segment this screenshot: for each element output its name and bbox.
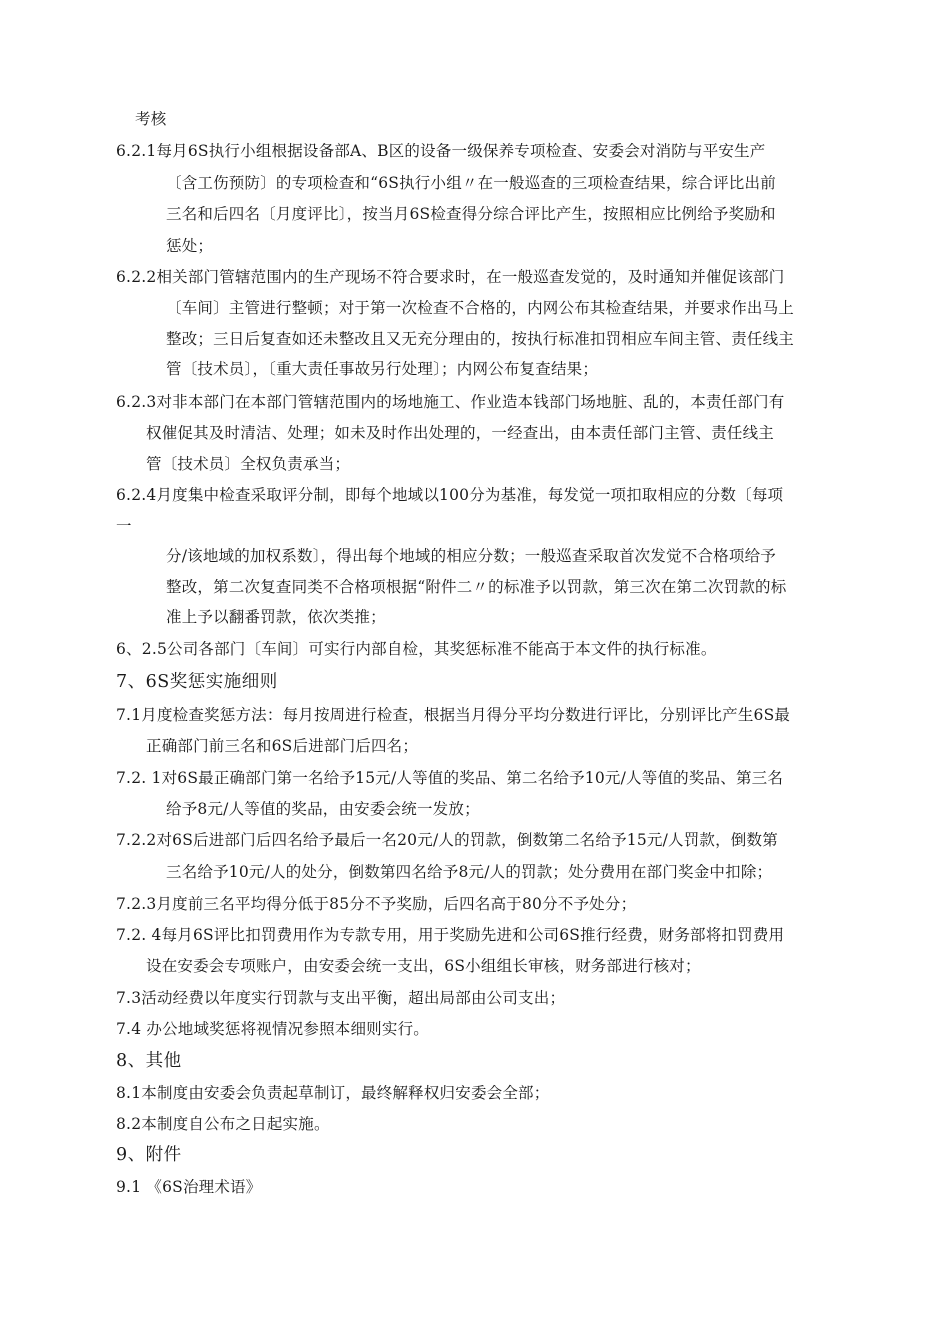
clause-8-1: 8.1本制度由安委会负责起草制订，最终解释权归安委会全部； — [116, 1084, 550, 1102]
clause-8-2: 8.2本制度自公布之日起实施。 — [116, 1115, 330, 1133]
clause-7-1-line-1: 7.1月度检查奖惩方法：每月按周进行检查，根据当月得分平均分数进行评比，分别评比产生6S最 — [116, 706, 791, 724]
section-8-heading: 8、其他 — [116, 1051, 182, 1071]
clause-6-2-1-line-2: 〔含工伤预防〕的专项检查和“6S执行小组〃在一般巡查的三项检查结果，综合评比出前 — [166, 174, 776, 192]
clause-6-2-3-line-1: 6.2.3对非本部门在本部门管辖范围内的场地施工、作业造本钱部门场地脏、乱的，本责任部门有 — [116, 393, 785, 411]
clause-7-2-4-line-1: 7.2. 4每月6S评比扣罚费用作为专款专用，用于奖励先进和公司6S推行经费，财务部将扣罚费用 — [116, 926, 785, 944]
clause-6-2-2-line-2: 〔车间〕主管进行整顿；对于第一次检查不合格的，内网公布其检查结果，并要求作出马上 — [166, 299, 795, 317]
clause-7-1-line-2: 正确部门前三名和6S后进部门后四名； — [146, 737, 419, 755]
clause-6-2-1-line-1: 6.2.1每月6S执行小组根据设备部A、B区的设备一级保养专项检查、安委会对消防与平安生产 — [116, 142, 766, 160]
clause-6-2-3-line-3: 管〔技术员〕全权负责承当； — [146, 455, 351, 473]
clause-7-2-3: 7.2.3月度前三名平均得分低于85分不予奖励，后四名高于80分不予处分； — [116, 895, 637, 913]
clause-6-2-4-line-3: 分/该地域的加权系数〕，得出每个地域的相应分数；一般巡查采取首次发觉不合格项给予 — [166, 547, 776, 565]
clause-7-2-2-line-1: 7.2.2对6S后进部门后四名给予最后一名20元/人的罚款，倒数第二名给予15元/人罚款，倒数第 — [116, 831, 778, 849]
clause-6-2-3-line-2: 权催促其及时清洁、处理；如未及时作出处理的，一经查出，由本责任部门主管、责任线主 — [146, 424, 775, 442]
section-7-heading: 7、6S奖惩实施细则 — [116, 672, 278, 692]
clause-7-2-1-line-2: 给予8元/人等值的奖品，由安委会统一发放； — [166, 800, 480, 818]
clause-7-2-1-line-1: 7.2. 1对6S最正确部门第一名给予15元/人等值的奖品、第二名给予10元/人等值的奖品、第三名 — [116, 769, 784, 787]
clause-6-2-5: 6、2.5公司各部门〔车间〕可实行内部自检，其奖惩标准不能高于本文件的执行标准。 — [116, 640, 717, 658]
clause-6-2-4-line-1: 6.2.4月度集中检查采取评分制，即每个地域以100分为基准，每发觉一项扣取相应的分数〔每项 — [116, 486, 784, 504]
top-label: 考核 — [135, 110, 167, 128]
clause-6-2-2-line-4: 管〔技术员〕，〔重大责任事故另行处理〕；内网公布复查结果； — [166, 360, 599, 378]
clause-6-2-2-line-1: 6.2.2相关部门管辖范围内的生产现场不符合要求时，在一般巡查发觉的，及时通知并催促该部门 — [116, 268, 785, 286]
clause-6-2-1-line-4: 惩处； — [166, 237, 214, 255]
clause-7-2-4-line-2: 设在安委会专项账户，由安委会统一支出，6S小组组长审核，财务部进行核对； — [146, 957, 701, 975]
clause-6-2-4-line-4: 整改，第二次复查同类不合格项根据“附件二〃的标准予以罚款，第三次在第二次罚款的标 — [166, 578, 787, 596]
clause-6-2-4-line-2: 一 — [116, 517, 132, 535]
section-9-heading: 9、附件 — [116, 1145, 182, 1165]
clause-7-4: 7.4 办公地域奖惩将视情况参照本细则实行。 — [116, 1020, 429, 1038]
clause-7-2-2-line-2: 三名给予10元/人的处分，倒数第四名给予8元/人的罚款；处分费用在部门奖金中扣除； — [166, 863, 773, 881]
clause-6-2-4-line-5: 准上予以翻番罚款，依次类推； — [166, 608, 386, 626]
clause-9-1: 9.1 《6S治理术语》 — [116, 1178, 262, 1196]
clause-6-2-1-line-3: 三名和后四名〔月度评比〕，按当月6S检查得分综合评比产生，按照相应比例给予奖励和 — [166, 205, 776, 223]
clause-7-3: 7.3活动经费以年度实行罚款与支出平衡，超出局部由公司支出； — [116, 989, 566, 1007]
clause-6-2-2-line-3: 整改；三日后复查如还未整改且又无充分理由的，按执行标准扣罚相应车间主管、责任线主 — [166, 330, 795, 348]
